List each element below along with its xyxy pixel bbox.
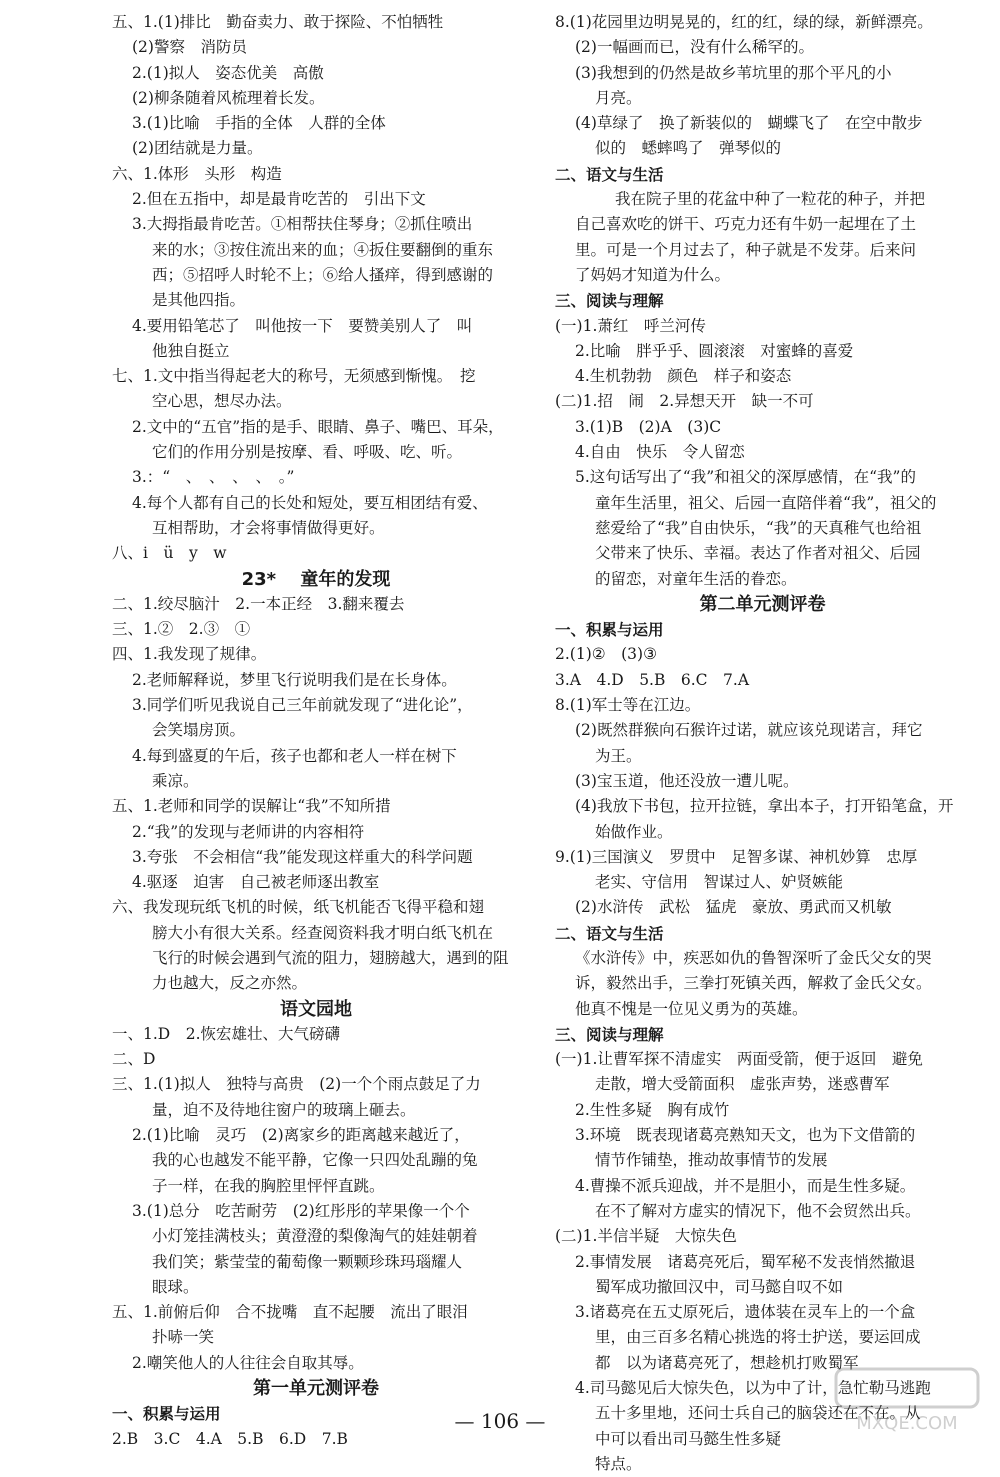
answer-line: 飞行的时候会遇到气流的阻力，翅膀越大，遇到的阻 xyxy=(152,948,509,967)
answer-line: 了妈妈才知道为什么。 xyxy=(575,265,731,284)
answer-line: 似的 蟋蟀鸣了 弹琴似的 xyxy=(595,139,782,158)
answer-line: 他真不愧是一位见义勇为的英雄。 xyxy=(575,999,808,1018)
answer-line: 会笑塌房顶。 xyxy=(152,721,246,740)
answer-line: 五、1.前俯后仰 合不拢嘴 直不起腰 流出了眼泪 xyxy=(112,1303,468,1322)
answer-line: 扑哧一笑 xyxy=(152,1328,215,1347)
answer-line: 4.生机勃勃 颜色 样子和姿态 xyxy=(575,367,792,386)
answer-line: 4.每个人都有自己的长处和短处，要互相团结有爱、 xyxy=(132,493,488,512)
answer-line: (4)我放下书包，拉开拉链，拿出本子，打开铅笔盒，开 xyxy=(575,797,954,816)
answer-line: 4.曹操不派兵迎战，并不是胆小，而是生性多疑。 xyxy=(575,1176,916,1195)
answer-line: 情节作铺垫，推动故事情节的发展 xyxy=(595,1151,828,1170)
answer-line: 五、1.(1)排比 勤奋卖力、敢于探险、不怕牺牲 xyxy=(112,13,444,31)
answer-line: 3.A 4.D 5.B 6.C 7.A xyxy=(555,670,750,689)
answer-line: 量，迫不及待地往窗户的玻璃上砸去。 xyxy=(152,1100,416,1119)
answer-line: 我们笑；紫莹莹的葡萄像一颗颗珍珠玛瑙耀人 xyxy=(152,1252,463,1271)
answer-line: 2.嘲笑他人的人往往会自取其辱。 xyxy=(132,1353,364,1372)
section-title: 23* 童年的发现 xyxy=(241,568,391,590)
answer-line: 的留恋，对童年生活的眷恋。 xyxy=(595,569,797,588)
answer-line: 五十多里地，还问士兵自己的脑袋还在不在。从 xyxy=(595,1404,921,1423)
answer-line: 3.环境 既表现诸葛亮熟知天文，也为下文借箭的 xyxy=(575,1126,916,1145)
answer-line: (2)警察 消防员 xyxy=(132,38,247,57)
answer-line: 2.(1)② (3)③ xyxy=(555,645,657,664)
answer-line: 一、1.D 2.恢宏雄壮、大气磅礴 xyxy=(112,1024,341,1043)
answer-line: 特点。 xyxy=(595,1454,642,1473)
answer-line: 力也越大，反之亦然。 xyxy=(152,974,308,993)
answer-line: 里，由三百多名精心挑选的将士护送，要运回成 xyxy=(595,1328,921,1347)
answer-line: 自己喜欢吃的饼干、巧克力还有牛奶一起埋在了土 xyxy=(575,215,917,234)
answer-line: 一、积累与运用 xyxy=(112,1404,221,1424)
answer-line: 我在院子里的花盆中种了一粒花的种子，并把 xyxy=(615,190,926,209)
answer-line: 眼球。 xyxy=(152,1277,199,1296)
answer-line: 互相帮助，才会将事情做得更好。 xyxy=(152,518,385,537)
answer-line: 中可以看出司马懿生性多疑 xyxy=(595,1429,782,1448)
answer-line: 七、1.文中指当得起老大的称号，无须感到惭愧。 挖 xyxy=(112,367,476,386)
answer-line: 2.文中的“五官”指的是手、眼睛、鼻子、嘴巴、耳朵， xyxy=(132,417,504,436)
answer-line: 是其他四指。 xyxy=(152,291,246,310)
answer-line: 2.(1)比喻 灵巧 (2)离家乡的距离越来越近了， xyxy=(132,1126,470,1145)
answer-line: 8.(1)花园里边明晃晃的，红的红，绿的绿，新鲜漂亮。 xyxy=(555,13,933,31)
answer-line: 三、阅读与理解 xyxy=(555,291,664,311)
answer-line: 三、1.② 2.③ ① xyxy=(112,620,251,639)
answer-line: 4.司马懿见后大惊失色，以为中了计，急忙勒马逃跑 xyxy=(575,1379,931,1398)
answer-line: 2.(1)拟人 姿态优美 高傲 xyxy=(132,63,324,82)
answer-line: 西；⑤招呼人时轮不上；⑥给人搔痒，得到感谢的 xyxy=(152,265,494,284)
answer-line: (4)草绿了 换了新装似的 蝴蝶飞了 在空中散步 xyxy=(575,114,923,133)
answer-line: 慈爱给了“我”自由快乐，“我”的天真稚气也给祖 xyxy=(595,518,922,537)
answer-line: 我的心也越发不能平静，它像一只四处乱蹦的兔 xyxy=(152,1151,478,1170)
answer-line: 父带来了快乐、幸福。表达了作者对祖父、后园 xyxy=(595,544,921,563)
answer-line: 为王。 xyxy=(595,746,642,765)
answer-line: (一)1.让曹军探不清虚实 两面受箭，便于返回 避免 xyxy=(555,1050,923,1069)
answer-line: 四、1.我发现了规律。 xyxy=(112,645,267,664)
answer-line: 二、语文与生活 xyxy=(555,164,664,184)
answer-line: 4.驱逐 迫害 自己被老师逐出教室 xyxy=(132,873,380,892)
answer-line: (3)我想到的仍然是故乡苇坑里的那个平凡的小 xyxy=(575,63,892,82)
answer-line: 3.诸葛亮在五丈原死后，遗体装在灵车上的一个盒 xyxy=(575,1303,916,1322)
section-title: 第一单元测评卷 xyxy=(253,1378,379,1400)
section-title: 第二单元测评卷 xyxy=(699,593,826,615)
answer-line: 2.事情发展 诸葛亮死后，蜀军秘不发丧悄然撤退 xyxy=(575,1252,916,1271)
answer-line: 3.同学们听见我说自己三年前就发现了“进化论”， xyxy=(132,696,473,715)
answer-line: 子一样，在我的胸腔里怦怦直跳。 xyxy=(152,1176,385,1195)
answer-line: 3.(1)比喻 手指的全体 人群的全体 xyxy=(132,114,386,133)
answer-line: 2.生性多疑 胸有成竹 xyxy=(575,1100,730,1119)
answer-line: 里。可是一个月过去了，种子就是不发芽。后来问 xyxy=(575,240,917,259)
right-column xyxy=(555,10,970,1477)
watermark-logo xyxy=(832,1365,982,1435)
answer-line: 8.(1)军士等在江边。 xyxy=(555,696,701,715)
left-column xyxy=(112,10,520,1452)
answer-line: 始做作业。 xyxy=(595,822,673,841)
answer-line: (二)1.招 闹 2.异想天开 缺一不可 xyxy=(555,392,814,411)
answer-line: 老实、守信用 智谋过人、妒贤嫉能 xyxy=(595,873,844,892)
answer-line: 他独自挺立 xyxy=(152,341,230,360)
answer-line: 一、积累与运用 xyxy=(555,620,664,640)
watermark-text: MXQE.COM xyxy=(856,1413,958,1434)
answer-line: 三、1.(1)拟人 独特与高贵 (2)一个个雨点鼓足了力 xyxy=(112,1075,481,1094)
answer-line: 3.大拇指最肯吃苦。①相帮扶住琴身；②抓住喷出 xyxy=(132,215,473,234)
answer-line: 3.：“ 、 、 、 、 。” xyxy=(132,468,295,487)
answer-line: 二、语文与生活 xyxy=(555,923,664,943)
answer-line: (一)1.萧红 呼兰河传 xyxy=(555,316,706,335)
answer-line: (二)1.半信半疑 大惊失色 xyxy=(555,1227,737,1246)
answer-line: 五、1.老师和同学的误解让“我”不知所措 xyxy=(112,797,391,816)
answer-line: 2.“我”的发现与老师讲的内容相符 xyxy=(132,822,365,841)
answer-line: 诉，毅然出手，三拳打死镇关西，解救了金氏父女。 xyxy=(575,974,932,993)
answer-line: 《水浒传》中，疾恶如仇的鲁智深听了金氏父女的哭 xyxy=(575,948,932,967)
answer-line: (3)宝玉道，他还没放一遭儿呢。 xyxy=(575,771,799,790)
answer-line: (2)水浒传 武松 猛虎 豪放、勇武而又机敏 xyxy=(575,898,892,917)
answer-line: 2.B 3.C 4.A 5.B 6.D 7.B xyxy=(112,1429,348,1448)
answer-line: 来的水；③按住流出来的血；④扳住要翻倒的重东 xyxy=(152,240,494,259)
answer-line: 蜀军成功撤回汉中，司马懿自叹不如 xyxy=(595,1277,844,1296)
answer-line: 2.老师解释说，梦里飞行说明我们是在长身体。 xyxy=(132,670,457,689)
answer-line: (2)一幅画而已，没有什么稀罕的。 xyxy=(575,38,814,57)
section-title: 语文园地 xyxy=(280,998,352,1020)
answer-line: 八、i ü y w xyxy=(112,544,227,563)
answer-line: 空心思，想尽办法。 xyxy=(152,392,292,411)
answer-line: 2.比喻 胖乎乎、圆滚滚 对蜜蜂的喜爱 xyxy=(575,341,854,360)
answer-line: 9.(1)三国演义 罗贯中 足智多谋、神机妙算 忠厚 xyxy=(555,847,918,866)
answer-line: 它们的作用分别是按摩、看、呼吸、吃、听。 xyxy=(152,443,463,462)
answer-line: 4.自由 快乐 令人留恋 xyxy=(575,443,745,462)
answer-line: 三、阅读与理解 xyxy=(555,1024,664,1044)
answer-line: 六、1.体形 头形 构造 xyxy=(112,164,282,183)
answer-line: 5.这句话写出了“我”和祖父的深厚感情，在“我”的 xyxy=(575,468,916,487)
answer-line: 月亮。 xyxy=(595,88,642,107)
answer-line: 3.(1)B (2)A (3)C xyxy=(575,417,722,436)
answer-line: 4.要用铅笔芯了 叫他按一下 要赞美别人了 叫 xyxy=(132,316,473,335)
answer-line: 乘凉。 xyxy=(152,771,199,790)
answer-line: 膀大小有很大关系。经查阅资料我才明白纸飞机在 xyxy=(152,923,494,942)
answer-line: 在不了解对方虚实的情况下，他不会贸然出兵。 xyxy=(595,1201,921,1220)
answer-line: 2.但在五指中，却是最肯吃苦的 引出下文 xyxy=(132,190,426,209)
answer-line: 3.(1)总分 吃苦耐劳 (2)红彤彤的苹果像一个个 xyxy=(132,1201,470,1220)
answer-line: 童年生活里，祖父、后园一直陪伴着“我”，祖父的 xyxy=(595,493,937,512)
answer-line: 4.每到盛夏的午后，孩子也都和老人一样在树下 xyxy=(132,746,457,765)
answer-line: 都 以为诸葛亮死了，想趁机打败蜀军 xyxy=(595,1353,859,1372)
answer-line: 3.夸张 不会相信“我”能发现这样重大的科学问题 xyxy=(132,847,473,866)
answer-line: 六、我发现玩纸飞机的时候，纸飞机能否飞得平稳和翅 xyxy=(112,898,485,917)
answer-line: 走散，增大受箭面积 虚张声势，迷惑曹军 xyxy=(595,1075,890,1094)
answer-line: 二、1.绞尽脑汁 2.一本正经 3.翻来覆去 xyxy=(112,594,405,613)
page-number: — 106 — xyxy=(454,1409,546,1433)
answer-line: 二、D xyxy=(112,1050,156,1069)
answer-line: (2)柳条随着风梳理着长发。 xyxy=(132,88,325,107)
answer-line: (2)既然群猴向石猴许过诺，就应该兑现诺言，拜它 xyxy=(575,721,923,740)
answer-line: 小灯笼挂满枝头；黄澄澄的梨像淘气的娃娃朝着 xyxy=(152,1227,478,1246)
answer-line: (2)团结就是力量。 xyxy=(132,139,263,158)
